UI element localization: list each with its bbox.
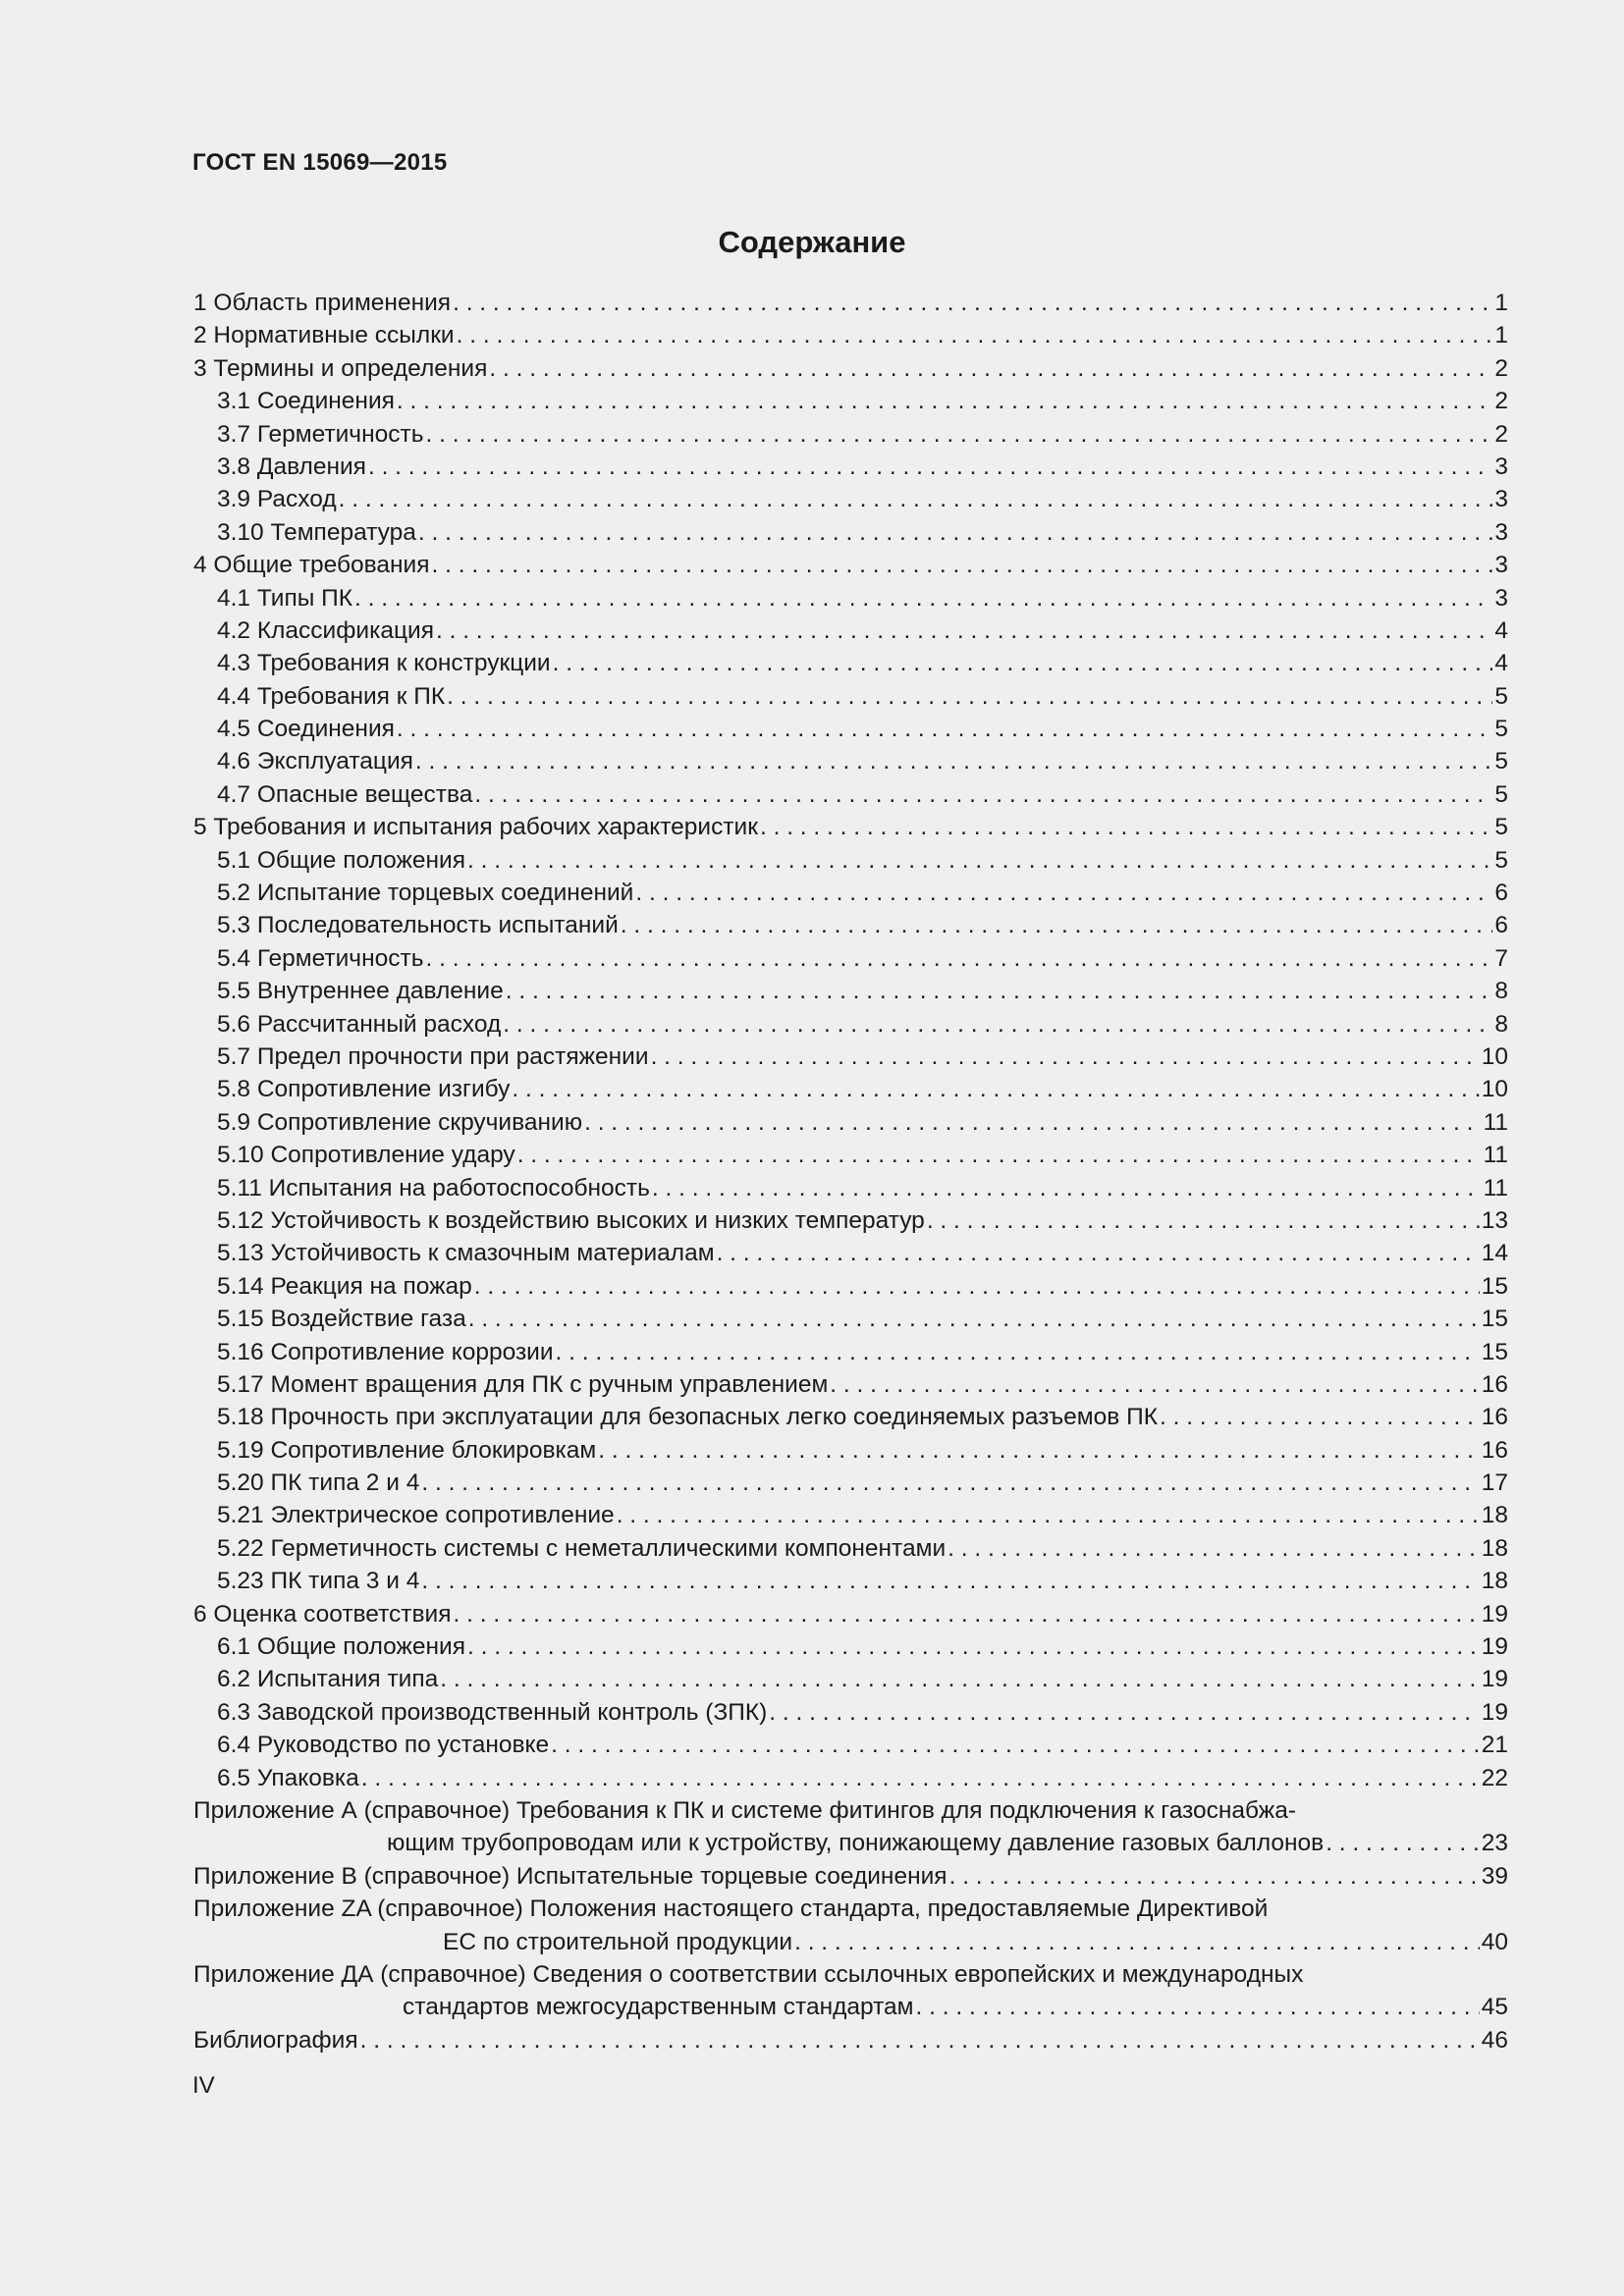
toc-entry-title: 3.7 Герметичность (217, 420, 424, 448)
leader-dots (584, 1106, 1481, 1139)
toc-entry-page: 5 (1494, 814, 1508, 841)
leader-dots (927, 1204, 1480, 1237)
leader-dots (397, 385, 1492, 417)
toc-entry-page: 5 (1494, 780, 1508, 808)
leader-dots (551, 1729, 1480, 1761)
toc-entry[interactable] (193, 1696, 1508, 1729)
toc-entry-page: 10 (1481, 1042, 1508, 1070)
toc-entry-title: 5.12 Устойчивость к воздействию высоких и низких температур (217, 1206, 925, 1234)
toc-entry-title: 2 Нормативные ссылки (193, 322, 455, 349)
toc-entry-title: 5 Требования и испытания рабочих характеристик (193, 814, 758, 841)
toc-entry-title: 6.2 Испытания типа (217, 1666, 439, 1693)
toc-entry[interactable] (193, 549, 1508, 581)
toc-entry-bibliography[interactable] (193, 2024, 1508, 2056)
leader-dots (468, 1303, 1480, 1335)
toc-entry-title: 3.1 Соединения (217, 388, 395, 415)
leader-dots (354, 582, 1492, 614)
toc-entry-page: 21 (1481, 1732, 1508, 1759)
toc-entry-title: 5.21 Электрическое сопротивление (217, 1502, 615, 1529)
toc-entry-title: Приложение А (справочное) Требования к ПК и системе фитингов для подключения к газоснабжа- (193, 1796, 1296, 1824)
leader-dots (651, 1041, 1480, 1073)
toc-entry-continuation[interactable] (193, 1991, 1508, 2023)
toc-entry[interactable] (193, 680, 1508, 713)
leader-dots (617, 1499, 1480, 1531)
leader-dots (512, 1073, 1479, 1105)
toc-entry[interactable] (193, 811, 1508, 843)
toc-entry-page: 16 (1481, 1370, 1508, 1398)
toc-entry-title: 4.7 Опасные вещества (217, 780, 473, 808)
leader-dots (947, 1532, 1480, 1565)
toc-entry[interactable] (193, 778, 1508, 811)
toc-entry-title: 4.4 Требования к ПК (217, 682, 446, 710)
toc-entry[interactable] (193, 877, 1508, 909)
leader-dots (440, 1663, 1479, 1695)
toc-entry-title: 3 Термины и определения (193, 354, 488, 382)
toc-entry-title: 6.4 Руководство по установке (217, 1732, 550, 1759)
toc-entry-title: 6.3 Заводской производственный контроль (ЗПК) (217, 1698, 768, 1726)
toc-entry-page: 2 (1494, 354, 1508, 382)
toc-entry[interactable] (193, 287, 1508, 319)
toc-entry[interactable] (193, 385, 1508, 417)
toc-entry-page: 4 (1494, 616, 1508, 644)
toc-entry-page: 6 (1494, 880, 1508, 907)
toc-entry-page: 18 (1481, 1568, 1508, 1595)
leader-dots (652, 1172, 1482, 1204)
toc-entry-page: 45 (1481, 1994, 1508, 2021)
toc-entry[interactable] (193, 1467, 1508, 1499)
toc-entry[interactable] (193, 1499, 1508, 1531)
toc-entry-page: 7 (1494, 944, 1508, 972)
leader-dots (368, 451, 1492, 483)
toc-entry-title: 5.1 Общие положения (217, 846, 466, 874)
toc-entry[interactable] (193, 483, 1508, 515)
toc-entry-page: 3 (1494, 584, 1508, 612)
toc-entry-continuation[interactable] (193, 1926, 1508, 1958)
leader-dots (467, 844, 1492, 877)
leader-dots (760, 811, 1492, 843)
toc-entry-page: 19 (1481, 1666, 1508, 1693)
toc-entry[interactable] (193, 975, 1508, 1007)
toc-entry-page: 18 (1481, 1534, 1508, 1562)
toc-entry[interactable] (193, 1172, 1508, 1204)
toc-entry-title: 1 Область применения (193, 290, 452, 316)
toc-entry[interactable] (193, 1630, 1508, 1663)
toc-entry-page: 5 (1494, 716, 1508, 743)
toc-entry[interactable] (193, 1663, 1508, 1695)
toc-entry[interactable] (193, 319, 1508, 351)
toc-entry[interactable] (193, 1336, 1508, 1368)
leader-dots (474, 1270, 1480, 1303)
toc-entry-title: ЕС по строительной продукции (443, 1928, 793, 1955)
leader-dots (418, 516, 1492, 549)
toc-entry-title: 5.14 Реакция на пожар (217, 1272, 472, 1300)
toc-entry-title: Приложение В (справочное) Испытательные торцевые соединения (193, 1862, 947, 1890)
toc-entry-title: 5.6 Рассчитанный расход (217, 1010, 502, 1038)
leader-dots (397, 713, 1492, 745)
page-number: IV (192, 2072, 215, 2099)
leader-dots (454, 1598, 1480, 1630)
toc-entry-title: 5.13 Устойчивость к смазочным материалам (217, 1240, 715, 1267)
leader-dots (830, 1368, 1479, 1401)
toc-entry-page: 11 (1483, 1174, 1508, 1201)
leader-dots (916, 1991, 1480, 2023)
toc-entry[interactable] (193, 1434, 1508, 1467)
toc-entry-page: 3 (1494, 486, 1508, 513)
toc-entry-title: 5.15 Воздействие газа (217, 1306, 466, 1333)
toc-entry[interactable] (193, 1401, 1508, 1433)
toc-entry-title: 4.5 Соединения (217, 716, 395, 743)
toc-entry[interactable] (193, 1729, 1508, 1761)
toc-entry-title: 4.6 Эксплуатация (217, 748, 413, 775)
leader-dots (1160, 1401, 1480, 1433)
toc-entry[interactable] (193, 942, 1508, 975)
toc-entry-page: 3 (1494, 518, 1508, 546)
toc-entry[interactable] (193, 1270, 1508, 1303)
leader-dots (517, 1139, 1482, 1171)
leader-dots (506, 975, 1493, 1007)
toc-entry-title: 4.3 Требования к конструкции (217, 650, 551, 677)
toc-entry-title: 5.23 ПК типа 3 и 4 (217, 1568, 420, 1595)
toc-entry[interactable] (193, 1762, 1508, 1794)
toc-entry-title: Приложение ZA (справочное) Положения настоящего стандарта, предоставляемые Директивой (193, 1896, 1269, 1923)
toc-entry-page: 2 (1494, 420, 1508, 448)
toc-entry-page: 46 (1481, 2026, 1508, 2054)
toc-entry[interactable] (193, 1139, 1508, 1171)
toc-entry-title: 5.9 Сопротивление скручиванию (217, 1108, 583, 1136)
toc-entry[interactable] (193, 844, 1508, 877)
toc-entry-title: 5.11 Испытания на работоспособность (217, 1174, 650, 1201)
toc-entry-page: 5 (1494, 748, 1508, 775)
toc-entry[interactable] (193, 745, 1508, 777)
toc-entry-page: 13 (1481, 1206, 1508, 1234)
leader-dots (447, 680, 1492, 713)
toc-entry-title: 6 Оценка соответствия (193, 1600, 452, 1628)
toc-entry-page: 14 (1481, 1240, 1508, 1267)
toc-entry-title: 5.22 Герметичность системы с неметаллическими компонентами (217, 1534, 947, 1562)
leader-dots (621, 909, 1493, 941)
toc-entry-title: ющим трубопроводам или к устройству, понижающему давление газовых баллонов (387, 1830, 1325, 1857)
toc-entry-page: 1 (1494, 290, 1508, 316)
leader-dots (489, 352, 1492, 385)
leader-dots (457, 319, 1493, 351)
toc-entry-page: 17 (1481, 1469, 1508, 1497)
toc-entry-page: 15 (1481, 1338, 1508, 1365)
toc-entry-page: 19 (1481, 1633, 1508, 1661)
leader-dots (556, 1336, 1480, 1368)
leader-dots (717, 1237, 1480, 1269)
toc-entry-title: 3.9 Расход (217, 486, 337, 513)
leader-dots (421, 1467, 1479, 1499)
toc-entry[interactable] (193, 418, 1508, 451)
toc-entry-appendix-za[interactable] (193, 1893, 1508, 1925)
toc-entry[interactable] (193, 451, 1508, 483)
toc-entry[interactable] (193, 909, 1508, 941)
toc-entry[interactable] (193, 1106, 1508, 1139)
leader-dots (421, 1565, 1479, 1597)
toc-entry-page: 19 (1481, 1600, 1508, 1628)
toc-entry[interactable] (193, 1008, 1508, 1041)
leader-dots (1326, 1827, 1480, 1859)
toc-entry-page: 11 (1483, 1142, 1508, 1169)
toc-entry-page: 11 (1483, 1108, 1508, 1136)
toc-entry-page: 40 (1481, 1928, 1508, 1955)
toc-entry-page: 16 (1481, 1436, 1508, 1464)
leader-dots (360, 2024, 1480, 2056)
toc-entry-page: 8 (1494, 1010, 1508, 1038)
leader-dots (553, 647, 1493, 679)
leader-dots (794, 1926, 1480, 1958)
toc-entry[interactable] (193, 1598, 1508, 1630)
toc-entry-title: 6.5 Упаковка (217, 1764, 359, 1791)
toc-entry-page: 15 (1481, 1306, 1508, 1333)
toc-entry[interactable] (193, 647, 1508, 679)
toc-entry-title: 3.8 Давления (217, 453, 366, 480)
toc-entry-page: 16 (1481, 1404, 1508, 1431)
toc-entry-title: 4.2 Классификация (217, 616, 434, 644)
toc-entry-page: 5 (1494, 682, 1508, 710)
toc-entry-page: 15 (1481, 1272, 1508, 1300)
toc-entry-title: 5.2 Испытание торцевых соединений (217, 880, 634, 907)
toc-entry-page: 10 (1481, 1076, 1508, 1103)
toc-entry[interactable] (193, 516, 1508, 549)
toc-entry-title: 4.1 Типы ПК (217, 584, 353, 612)
leader-dots (467, 1630, 1480, 1663)
leader-dots (503, 1008, 1492, 1041)
leader-dots (474, 778, 1492, 811)
toc-entry-page: 6 (1494, 912, 1508, 939)
toc-entry[interactable] (193, 1565, 1508, 1597)
toc-entry-title: 5.18 Прочность при эксплуатации для безопасных легко соединяемых разъемов ПК (217, 1404, 1158, 1431)
toc-entry-page: 2 (1494, 388, 1508, 415)
table-of-contents (193, 287, 1508, 2056)
toc-entry-page: 3 (1494, 552, 1508, 579)
leader-dots (453, 287, 1492, 319)
toc-entry-page: 5 (1494, 846, 1508, 874)
toc-entry-title: 5.17 Момент вращения для ПК с ручным управлением (217, 1370, 829, 1398)
toc-entry[interactable] (193, 582, 1508, 614)
leader-dots (415, 745, 1492, 777)
toc-entry-title: стандартов межгосударственным стандартам (403, 1994, 914, 2021)
toc-entry-title: 6.1 Общие положения (217, 1633, 466, 1661)
toc-entry-page: 4 (1494, 650, 1508, 677)
leader-dots (339, 483, 1493, 515)
toc-entry-title: 5.8 Сопротивление изгибу (217, 1076, 511, 1103)
toc-entry-title: 3.10 Температура (217, 518, 416, 546)
toc-entry-title: Библиография (193, 2026, 358, 2054)
leader-dots (598, 1434, 1479, 1467)
toc-entry-title: Приложение ДА (справочное) Сведения о соответствии ссылочных европейских и международных (193, 1960, 1304, 1988)
toc-entry-continuation[interactable] (193, 1827, 1508, 1859)
toc-entry[interactable] (193, 1532, 1508, 1565)
toc-entry-page: 3 (1494, 453, 1508, 480)
toc-entry-page: 8 (1494, 978, 1508, 1005)
toc-entry-page: 1 (1494, 322, 1508, 349)
toc-entry[interactable] (193, 1368, 1508, 1401)
toc-entry[interactable] (193, 713, 1508, 745)
toc-entry[interactable] (193, 352, 1508, 385)
leader-dots (949, 1860, 1480, 1893)
leader-dots (425, 942, 1492, 975)
toc-entry-appendix-a[interactable] (193, 1794, 1508, 1827)
leader-dots (425, 418, 1492, 451)
toc-entry-title: 4 Общие требования (193, 552, 430, 579)
toc-entry-title: 5.4 Герметичность (217, 944, 424, 972)
toc-entry[interactable] (193, 614, 1508, 647)
toc-entry[interactable] (193, 1204, 1508, 1237)
toc-entry-appendix-da[interactable] (193, 1958, 1508, 1991)
toc-entry-page: 19 (1481, 1698, 1508, 1726)
toc-entry-title: 5.10 Сопротивление удару (217, 1142, 515, 1169)
toc-entry-page: 39 (1481, 1862, 1508, 1890)
toc-entry-page: 18 (1481, 1502, 1508, 1529)
leader-dots (436, 614, 1492, 647)
toc-entry-title: 5.19 Сопротивление блокировкам (217, 1436, 597, 1464)
document-code: ГОСТ EN 15069—2015 (192, 149, 448, 176)
page-title: Содержание (718, 225, 906, 259)
toc-entry[interactable] (193, 1073, 1508, 1105)
toc-entry[interactable] (193, 1237, 1508, 1269)
toc-entry-appendix-b[interactable] (193, 1860, 1508, 1893)
leader-dots (635, 877, 1492, 909)
toc-entry-page: 22 (1481, 1764, 1508, 1791)
toc-entry-title: 5.5 Внутреннее давление (217, 978, 504, 1005)
leader-dots (432, 549, 1493, 581)
toc-entry-title: 5.7 Предел прочности при растяжении (217, 1042, 649, 1070)
toc-entry-page: 23 (1481, 1830, 1508, 1857)
toc-entry[interactable] (193, 1303, 1508, 1335)
toc-entry-title: 5.16 Сопротивление коррозии (217, 1338, 554, 1365)
toc-entry-title: 5.3 Последовательность испытаний (217, 912, 619, 939)
toc-entry[interactable] (193, 1041, 1508, 1073)
leader-dots (769, 1696, 1479, 1729)
toc-entry-title: 5.20 ПК типа 2 и 4 (217, 1469, 420, 1497)
leader-dots (361, 1762, 1480, 1794)
